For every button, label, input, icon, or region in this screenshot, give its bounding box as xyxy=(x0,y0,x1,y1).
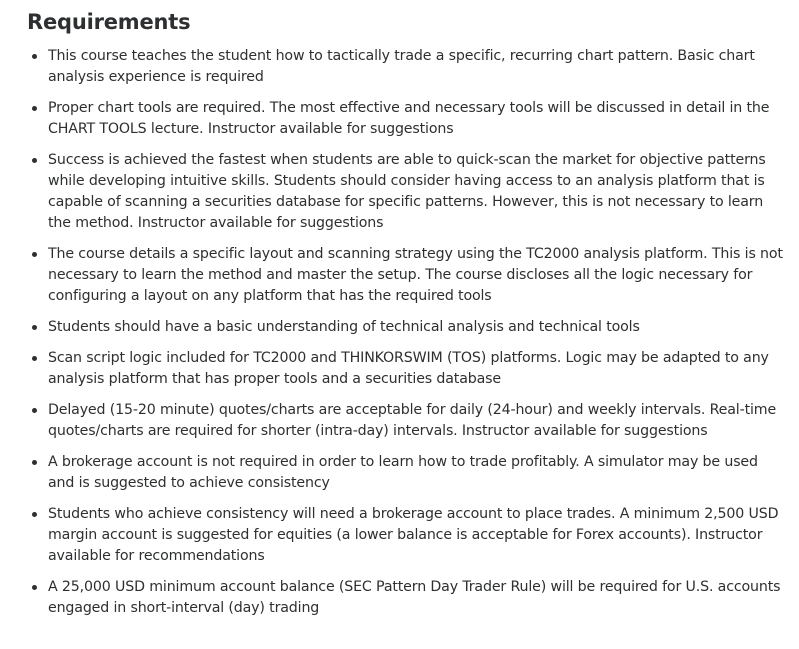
bullet-dot-icon xyxy=(32,460,37,465)
bullet-dot-icon xyxy=(32,408,37,413)
requirement-item xyxy=(27,98,785,140)
requirement-text: Students who achieve consistency will need a brokerage account to place trades. A minimum 2,500 USD margin account is suggested for equities (a lower balance is acceptable for Forex accounts). Instructor available for recommendations xyxy=(48,506,779,564)
requirement-item xyxy=(27,244,785,307)
requirement-text: Students should have a basic understanding of technical analysis and technical tools xyxy=(48,319,640,335)
requirement-text: A 25,000 USD minimum account balance (SEC Pattern Day Trader Rule) will be required for U.S. accounts engaged in short-interval (day) trading xyxy=(48,579,781,616)
requirement-item xyxy=(27,577,785,619)
requirement-item xyxy=(27,504,785,567)
bullet-dot-icon xyxy=(32,252,37,257)
bullet-dot-icon xyxy=(32,512,37,517)
requirement-text: A brokerage account is not required in order to learn how to trade profitably. A simulator may be used and is suggested to achieve consistency xyxy=(48,454,758,491)
requirement-text: Proper chart tools are required. The most effective and necessary tools will be discussed in detail in the CHART TOOLS lecture. Instructor available for suggestions xyxy=(48,100,770,137)
requirement-text: The course details a specific layout and scanning strategy using the TC2000 analysis platform. This is not necessary to learn the method and master the setup. The course discloses all the logic necessary for configuring a layout on any platform that has the required tools xyxy=(48,246,783,304)
bullet-dot-icon xyxy=(32,158,37,163)
requirement-text: Scan script logic included for TC2000 and THINKORSWIM (TOS) platforms. Logic may be adapted to any analysis platform that has proper tools and a securities database xyxy=(48,350,769,387)
bullet-dot-icon xyxy=(32,585,37,590)
requirement-item xyxy=(27,348,785,390)
bullet-dot-icon xyxy=(32,356,37,361)
requirement-item xyxy=(27,452,785,494)
requirement-item xyxy=(27,317,785,338)
section-title: Requirements xyxy=(27,10,191,34)
requirement-item xyxy=(27,400,785,442)
bullet-dot-icon xyxy=(32,54,37,59)
requirement-item xyxy=(27,46,785,88)
requirement-item xyxy=(27,150,785,234)
requirement-text: Success is achieved the fastest when students are able to quick-scan the market for objective patterns while developing intuitive skills. Students should consider having access to an analysis platform that is capable of scanning a securities database for specific patterns. However, this is not necessary to learn the method. Instructor available for suggestions xyxy=(48,152,766,231)
requirements-list xyxy=(27,46,785,619)
bullet-dot-icon xyxy=(32,106,37,111)
bullet-dot-icon xyxy=(32,325,37,330)
requirement-text: Delayed (15-20 minute) quotes/charts are acceptable for daily (24-hour) and weekly intervals. Real-time quotes/charts are required for shorter (intra-day) intervals. Instructor available for suggestions xyxy=(48,402,777,439)
requirement-text: This course teaches the student how to tactically trade a specific, recurring chart pattern. Basic chart analysis experience is required xyxy=(48,48,755,85)
